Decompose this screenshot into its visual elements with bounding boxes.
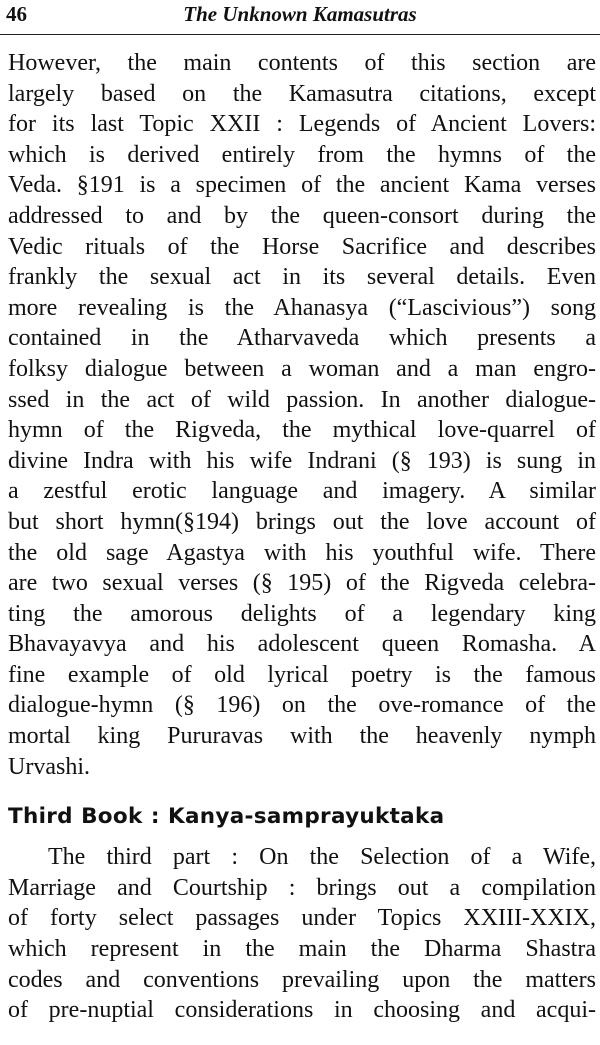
text-line: dialogue-hymn (§ 196) on the ove-romance of the (8, 692, 596, 719)
running-title: The Unknown Kamasutras (183, 2, 417, 26)
text-line: ssed in the act of wild passion. In another dialogue- (8, 386, 596, 413)
section-heading: Third Book : Kanya-samprayuktaka (8, 804, 445, 830)
paragraph-1 (8, 48, 596, 782)
text-line: a zestful erotic language and imagery. A similar (8, 478, 596, 505)
text-line: of forty select passages under Topics XXIII-XXIX, (8, 905, 596, 932)
text-line: Veda. §191 is a specimen of the ancient Kama verses (8, 172, 596, 199)
text-line: contained in the Atharvaveda which presents a (8, 325, 596, 352)
text-line: divine Indra with his wife Indrani (§ 193) is sung in (8, 447, 596, 474)
paragraph-2 (8, 842, 596, 1026)
text-line: the old sage Agastya with his youthful wife. There (8, 539, 596, 566)
text-line: more revealing is the Ahanasya (“Lascivious”) song (8, 294, 596, 321)
text-line: folksy dialogue between a woman and a man engro- (8, 355, 596, 382)
text-line: which is derived entirely from the hymns of the (8, 141, 596, 168)
text-line: addressed to and by the queen-consort during the (8, 202, 596, 229)
page-header (0, 0, 600, 35)
page-number: 46 (6, 2, 27, 26)
text-line: of pre-nuptial considerations in choosing and acqui- (8, 997, 596, 1024)
text-line: Bhavayavya and his adolescent queen Romasha. A (8, 631, 596, 658)
text-line: for its last Topic XXII : Legends of Ancient Lovers: (8, 111, 596, 138)
text-line: largely based on the Kamasutra citations, except (8, 80, 596, 107)
text-line: The third part : On the Selection of a Wife, (48, 844, 596, 871)
text-line: Urvashi. (8, 753, 90, 780)
text-line: are two sexual verses (§ 195) of the Rigveda celebra- (8, 570, 596, 597)
text-line: frankly the sexual act in its several details. Even (8, 264, 596, 291)
text-line: Marriage and Courtship : brings out a compilation (8, 874, 596, 901)
text-line: which represent in the main the Dharma Shastra (8, 936, 596, 963)
text-line: However, the main contents of this section are (8, 50, 596, 76)
text-line: mortal king Pururavas with the heavenly nymph (8, 723, 596, 750)
text-line: hymn of the Rigveda, the mythical love-quarrel of (8, 417, 596, 444)
text-line: Vedic rituals of the Horse Sacrifice and describes (8, 233, 596, 260)
text-line: ting the amorous delights of a legendary king (8, 600, 596, 627)
text-line: but short hymn(§194) brings out the love account of (8, 508, 596, 535)
text-line: codes and conventions prevailing upon the matters (8, 966, 596, 993)
text-line: fine example of old lyrical poetry is the famous (8, 661, 596, 688)
body-text (8, 48, 596, 1026)
